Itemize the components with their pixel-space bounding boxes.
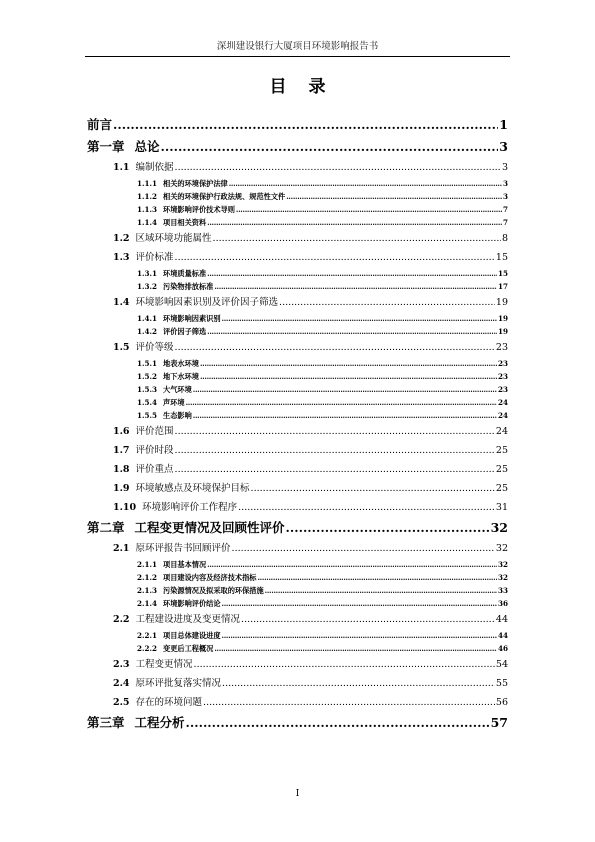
toc-entry-number: 2.1 — [113, 543, 130, 554]
toc-entry-page: 7 — [502, 218, 508, 227]
toc-entry-page: 56 — [495, 697, 508, 708]
toc-entry-number: 2.1.2 — [137, 573, 158, 582]
toc-entry-number: 1.4 — [113, 297, 130, 308]
toc-entry[interactable] — [87, 498, 508, 517]
toc-entry-number: 1.5 — [113, 342, 130, 353]
dot-leader — [213, 229, 501, 248]
dot-leader — [186, 712, 490, 734]
dot-leader — [257, 571, 497, 584]
dot-leader — [238, 498, 495, 517]
toc-entry-number: 1.1.3 — [137, 205, 158, 214]
dot-leader — [161, 136, 499, 158]
toc-entry-page: 3 — [502, 179, 508, 188]
toc-entry[interactable] — [87, 409, 508, 422]
dot-leader — [265, 584, 497, 597]
dot-leader — [286, 517, 490, 539]
toc-entry-page: 1 — [499, 117, 508, 132]
toc-entry[interactable] — [87, 539, 508, 558]
toc-entry[interactable] — [87, 248, 508, 267]
toc-entry-number: 1.10 — [113, 502, 137, 513]
toc-entry-page: 25 — [495, 483, 508, 494]
toc-entry-number: 1.4.2 — [137, 327, 158, 336]
toc-entry[interactable] — [87, 357, 508, 370]
dot-leader — [186, 396, 497, 409]
toc-entry[interactable] — [87, 280, 508, 293]
toc-entry-label: 存在的环境问题 — [135, 697, 203, 708]
toc-entry-number: 2.5 — [113, 697, 130, 708]
toc-entry-label: 环境影响评价技术导则 — [163, 205, 235, 214]
toc-entry[interactable] — [87, 655, 508, 674]
toc-entry-label: 总论 — [134, 139, 160, 154]
toc-entry-label: 区域环境功能属性 — [135, 233, 212, 244]
toc-entry-number: 1.2 — [113, 233, 130, 244]
toc-entry-page: 32 — [497, 560, 508, 569]
dot-leader — [193, 383, 497, 396]
toc-entry-label: 污染物排放标准 — [163, 282, 214, 291]
toc-entry-number: 1.1.4 — [137, 218, 158, 227]
toc-entry[interactable] — [87, 325, 508, 338]
toc-entry[interactable] — [87, 114, 508, 136]
toc-entry-label: 相关的环境保护行政法规、规范性文件 — [163, 192, 286, 201]
toc-entry[interactable] — [87, 338, 508, 357]
toc-entry-page: 46 — [497, 644, 508, 653]
toc-entry[interactable] — [87, 177, 508, 190]
toc-entry[interactable] — [87, 158, 508, 177]
toc-entry-page: 31 — [495, 502, 508, 513]
dot-leader — [236, 203, 502, 216]
toc-entry-page: 24 — [497, 398, 508, 407]
toc-entry-number: 2.1.1 — [137, 560, 158, 569]
toc-entry-page: 54 — [495, 659, 508, 670]
dot-leader — [175, 460, 495, 479]
toc-entry[interactable] — [87, 571, 508, 584]
toc-entry-number: 2.2.2 — [137, 644, 158, 653]
dot-leader — [232, 539, 495, 558]
dot-leader — [222, 597, 497, 610]
dot-leader — [214, 280, 497, 293]
dot-leader — [175, 248, 495, 267]
toc-entry-number: 第二章 — [87, 520, 125, 535]
toc-entry-label: 环境影响评价结论 — [163, 599, 221, 608]
dot-leader — [113, 114, 498, 136]
toc-entry-page: 23 — [497, 385, 508, 394]
dot-leader — [175, 441, 495, 460]
toc-entry-number: 1.7 — [113, 445, 130, 456]
toc-entry[interactable] — [87, 216, 508, 229]
toc-entry-page: 3 — [499, 139, 508, 154]
dot-leader — [251, 479, 495, 498]
toc-entry-label: 评价标准 — [135, 252, 174, 263]
toc-entry-label: 环境影响评价工作程序 — [142, 502, 238, 513]
dot-leader — [207, 558, 497, 571]
toc-entry-page: 24 — [497, 411, 508, 420]
toc-entry-page: 23 — [497, 359, 508, 368]
dot-leader — [203, 693, 495, 712]
toc-entry-page: 32 — [497, 573, 508, 582]
toc-entry-label: 地下水环境 — [163, 372, 199, 381]
toc-entry[interactable] — [87, 267, 508, 280]
toc-entry-label: 评价范围 — [135, 426, 174, 437]
toc-entry-number: 2.1.3 — [137, 586, 158, 595]
toc-entry-page: 32 — [495, 543, 508, 554]
toc-entry-page: 15 — [497, 269, 508, 278]
toc-entry-number: 1.5.4 — [137, 398, 158, 407]
table-of-contents — [87, 114, 508, 734]
toc-entry-number: 1.3.2 — [137, 282, 158, 291]
toc-entry-label: 环境影响因素识别 — [163, 314, 221, 323]
toc-entry-number: 2.3 — [113, 659, 130, 670]
toc-entry-label: 污染源情况及拟采取的环保措施 — [163, 586, 264, 595]
toc-entry-page: 3 — [502, 192, 508, 201]
toc-entry-label: 环境质量标准 — [163, 269, 207, 278]
toc-entry-label: 相关的环境保护法律 — [163, 179, 228, 188]
toc-entry-number: 1.5.2 — [137, 372, 158, 381]
dot-leader — [279, 293, 495, 312]
toc-entry[interactable] — [87, 370, 508, 383]
toc-entry[interactable] — [87, 422, 508, 441]
toc-entry-page: 55 — [495, 678, 508, 689]
toc-entry-number: 1.1.2 — [137, 192, 158, 201]
toc-entry[interactable] — [87, 460, 508, 479]
toc-entry[interactable] — [87, 312, 508, 325]
dot-leader — [175, 338, 495, 357]
toc-entry-page: 36 — [497, 599, 508, 608]
toc-entry-label: 原环评报告书回顾评价 — [135, 543, 231, 554]
toc-entry-number: 1.5.1 — [137, 359, 158, 368]
toc-entry-page: 19 — [497, 327, 508, 336]
toc-entry[interactable] — [87, 597, 508, 610]
toc-entry-number: 第一章 — [87, 139, 125, 154]
toc-entry-label: 工程建设进度及变更情况 — [135, 614, 241, 625]
toc-entry-label: 评价时段 — [135, 445, 174, 456]
toc-entry-page: 8 — [501, 233, 508, 244]
toc-entry-number: 2.2 — [113, 614, 130, 625]
toc-entry-page: 33 — [497, 586, 508, 595]
toc-entry-label: 环境敏感点及环境保护目标 — [135, 483, 250, 494]
toc-entry-label: 评价因子筛选 — [163, 327, 207, 336]
toc-entry-label: 前言 — [87, 117, 113, 132]
toc-entry-number: 2.1.4 — [137, 599, 158, 608]
toc-entry-label: 声环境 — [163, 398, 185, 407]
page-number: I — [295, 789, 300, 799]
dot-leader — [207, 267, 497, 280]
dot-leader — [214, 642, 497, 655]
toc-entry[interactable] — [87, 441, 508, 460]
toc-entry-label: 变更后工程概况 — [163, 644, 214, 653]
toc-entry-page: 15 — [495, 252, 508, 263]
toc-entry-page: 7 — [502, 205, 508, 214]
toc-entry-page: 44 — [497, 631, 508, 640]
toc-entry[interactable] — [87, 293, 508, 312]
toc-entry[interactable] — [87, 693, 508, 712]
toc-entry[interactable] — [87, 517, 508, 539]
toc-entry-label: 项目建设内容及经济技术指标 — [163, 573, 257, 582]
toc-entry-page: 24 — [495, 426, 508, 437]
toc-entry-number: 2.4 — [113, 678, 130, 689]
toc-entry-number: 1.1.1 — [137, 179, 158, 188]
toc-entry-page: 17 — [497, 282, 508, 291]
toc-entry-label: 地表水环境 — [163, 359, 199, 368]
toc-entry-label: 评价重点 — [135, 464, 174, 475]
dot-leader — [200, 357, 497, 370]
toc-entry-page: 32 — [490, 520, 508, 535]
toc-entry[interactable] — [87, 136, 508, 158]
toc-entry-label: 项目总体建设进度 — [163, 631, 221, 640]
dot-leader — [207, 216, 502, 229]
toc-entry-label: 环境影响因素识别及评价因子筛选 — [135, 297, 279, 308]
toc-entry[interactable] — [87, 203, 508, 216]
toc-entry[interactable] — [87, 479, 508, 498]
toc-entry-label: 评价等级 — [135, 342, 174, 353]
dot-leader — [241, 610, 495, 629]
toc-entry[interactable] — [87, 642, 508, 655]
running-header: 深圳建设银行大厦项目环境影响报告书 — [85, 40, 510, 57]
dot-leader — [222, 674, 495, 693]
toc-entry[interactable] — [87, 584, 508, 597]
toc-entry-page: 19 — [497, 314, 508, 323]
toc-entry-number: 第三章 — [87, 715, 125, 730]
toc-entry[interactable] — [87, 383, 508, 396]
toc-entry[interactable] — [87, 610, 508, 629]
toc-entry-number: 1.8 — [113, 464, 130, 475]
toc-title: 目录 — [269, 77, 348, 97]
toc-entry-label: 编制依据 — [135, 162, 174, 173]
toc-entry-number: 1.3 — [113, 252, 130, 263]
toc-entry[interactable] — [87, 190, 508, 203]
toc-entry-page: 25 — [495, 464, 508, 475]
toc-entry[interactable] — [87, 629, 508, 642]
toc-entry-page: 23 — [495, 342, 508, 353]
toc-entry-number: 1.9 — [113, 483, 130, 494]
toc-entry[interactable] — [87, 396, 508, 409]
dot-leader — [194, 655, 495, 674]
toc-entry-label: 项目相关资料 — [163, 218, 207, 227]
toc-entry[interactable] — [87, 558, 508, 571]
dot-leader — [200, 370, 497, 383]
toc-entry-page: 57 — [490, 715, 508, 730]
dot-leader — [229, 177, 502, 190]
toc-entry-label: 大气环境 — [163, 385, 192, 394]
toc-entry-number: 1.3.1 — [137, 269, 158, 278]
toc-entry[interactable] — [87, 674, 508, 693]
toc-entry-page: 23 — [497, 372, 508, 381]
toc-entry[interactable] — [87, 229, 508, 248]
toc-entry-number: 1.6 — [113, 426, 130, 437]
toc-entry-page: 19 — [495, 297, 508, 308]
toc-entry-label: 工程分析 — [134, 715, 185, 730]
toc-entry[interactable] — [87, 712, 508, 734]
toc-entry-page: 44 — [495, 614, 508, 625]
toc-entry-page: 25 — [495, 445, 508, 456]
toc-entry-number: 1.5.3 — [137, 385, 158, 394]
toc-entry-label: 原环评批复落实情况 — [135, 678, 222, 689]
toc-entry-label: 工程变更情况 — [135, 659, 193, 670]
dot-leader — [222, 629, 497, 642]
toc-entry-number: 2.2.1 — [137, 631, 158, 640]
toc-entry-page: 3 — [501, 162, 508, 173]
toc-entry-number: 1.5.5 — [137, 411, 158, 420]
toc-entry-number: 1.1 — [113, 162, 130, 173]
dot-leader — [222, 312, 497, 325]
dot-leader — [207, 325, 497, 338]
toc-entry-label: 生态影响 — [163, 411, 192, 420]
dot-leader — [175, 158, 501, 177]
dot-leader — [175, 422, 495, 441]
toc-entry-label: 项目基本情况 — [163, 560, 207, 569]
dot-leader — [286, 190, 502, 203]
toc-entry-number: 1.4.1 — [137, 314, 158, 323]
dot-leader — [193, 409, 497, 422]
toc-entry-label: 工程变更情况及回顾性评价 — [134, 520, 285, 535]
